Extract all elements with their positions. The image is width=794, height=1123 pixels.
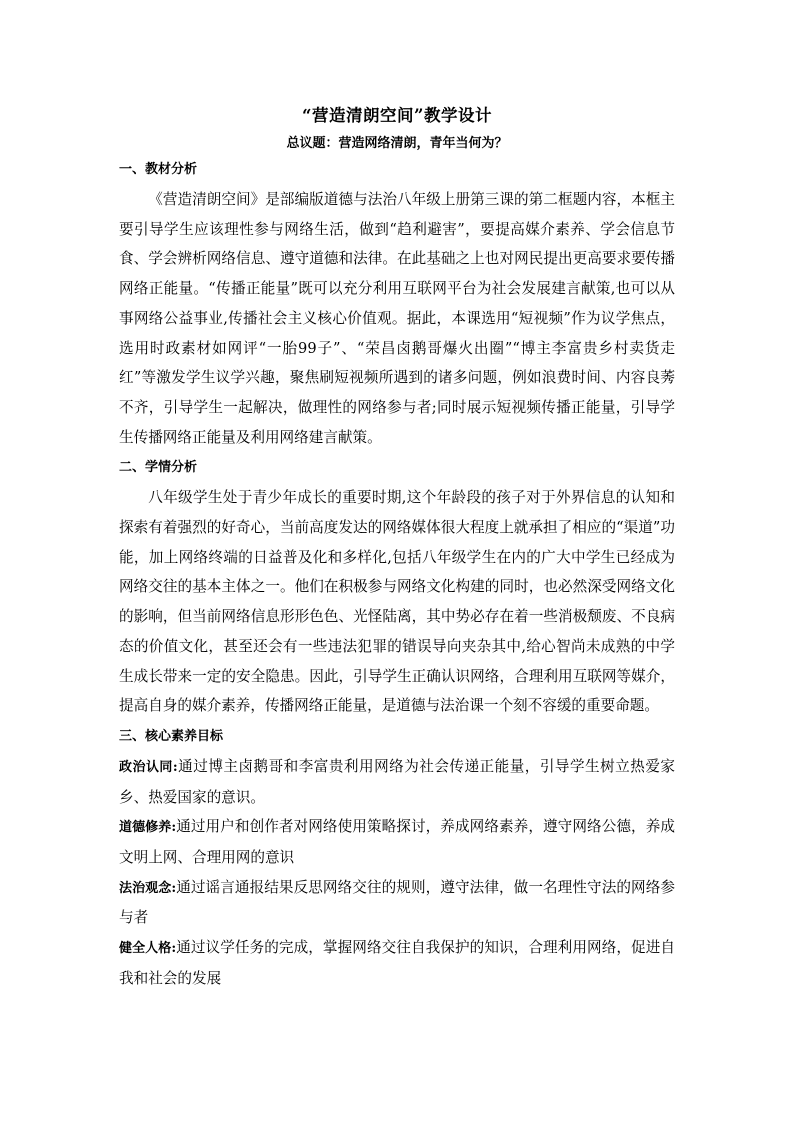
goal-label: 政治认同:: [119, 759, 178, 775]
goal-text: 通过谣言通报结果反思网络交往的规则，遵守法律，做一名理性守法的网络参与者: [119, 878, 675, 927]
document-page: [119, 104, 675, 994]
document-subtitle: 总议题：营造网络清朗，青年当何为？: [286, 136, 508, 151]
textbook-analysis-paragraph: 《营造清朗空间》是部编版道德与法治八年级上册第三课的第二框题内容，本框主要引导学生应该理性参与网络生活，做到“趋利避害”，要提高媒介素养、学会信息节食、学会辨析网络信息、遵守道德和法律。在此基础之上也对网民提出更高要求要传播网络正能量。“传播正能量”既可以充分利用互联网平台为社会发展建言献策,也可以从事网络公益事业,传播社会主义核心价值观。据此，本课选用“短视频”作为议学焦点，选用时政素材如网评“一胎99子”、“荣昌卤鹅哥爆火出圈”“博主李富贵乡村卖货走红”等激发学生议学兴趣，聚焦刷短视频所遇到的诸多问题，例如浪费时间、内容良莠不齐，引导学生一起解决，做理性的网络参与者;同时展示短视频传播正能量，引导学生传播网络正能量及利用网络建言献策。: [119, 191, 675, 446]
goal-rule-of-law: [119, 873, 675, 933]
goal-sound-personality: [119, 933, 675, 993]
section-heading-student-analysis: 二、学情分析: [119, 460, 198, 476]
goal-moral-cultivation: [119, 812, 675, 872]
goal-political-identity: [119, 752, 675, 812]
section-heading-core-goals: 三、核心素养目标: [119, 728, 224, 744]
goal-label: 道德修养:: [119, 820, 177, 836]
goal-label: 健全人格:: [119, 941, 177, 957]
document-title: “营造清朗空间”教学设计: [302, 106, 492, 125]
student-analysis-paragraph: 八年级学生处于青少年成长的重要时期,这个年龄段的孩子对于外界信息的认知和探索有着强烈的好奇心，当前高度发达的网络媒体很大程度上就承担了相应的“渠道”功能，加上网络终端的日益普及化和多样化,包括八年级学生在内的广大中学生已经成为网络交往的基本主体之一。他们在积极参与网络文化构建的同时，也必然深受网络文化的影响，但当前网络信息形形色色、光怪陆离，其中势必存在着一些消极颓废、不良病态的价值文化，甚至还会有一些违法犯罪的错误导向夹杂其中,给心智尚未成熟的中学生成长带来一定的安全隐患。因此，引导学生正确认识网络，合理利用互联网等媒介，提高自身的媒介素养，传播网络正能量，是道德与法治课一个刻不容缓的重要命题。: [119, 489, 675, 715]
section-heading-textbook-analysis: 一、教材分析: [119, 162, 198, 177]
goal-text: 通过议学任务的完成，掌握网络交往自我保护的知识，合理利用网络，促进自我和社会的发展: [119, 939, 675, 987]
goal-label: 法治观念:: [119, 880, 177, 896]
goal-text: 通过博主卤鹅哥和李富贵利用网络为社会传递正能量，引导学生树立热爱家乡、热爱国家的意识。: [119, 757, 675, 806]
goal-text: 通过用户和创作者对网络使用策略探讨，养成网络素养，遵守网络公德，养成文明上网、合理用网的意识: [119, 818, 675, 867]
